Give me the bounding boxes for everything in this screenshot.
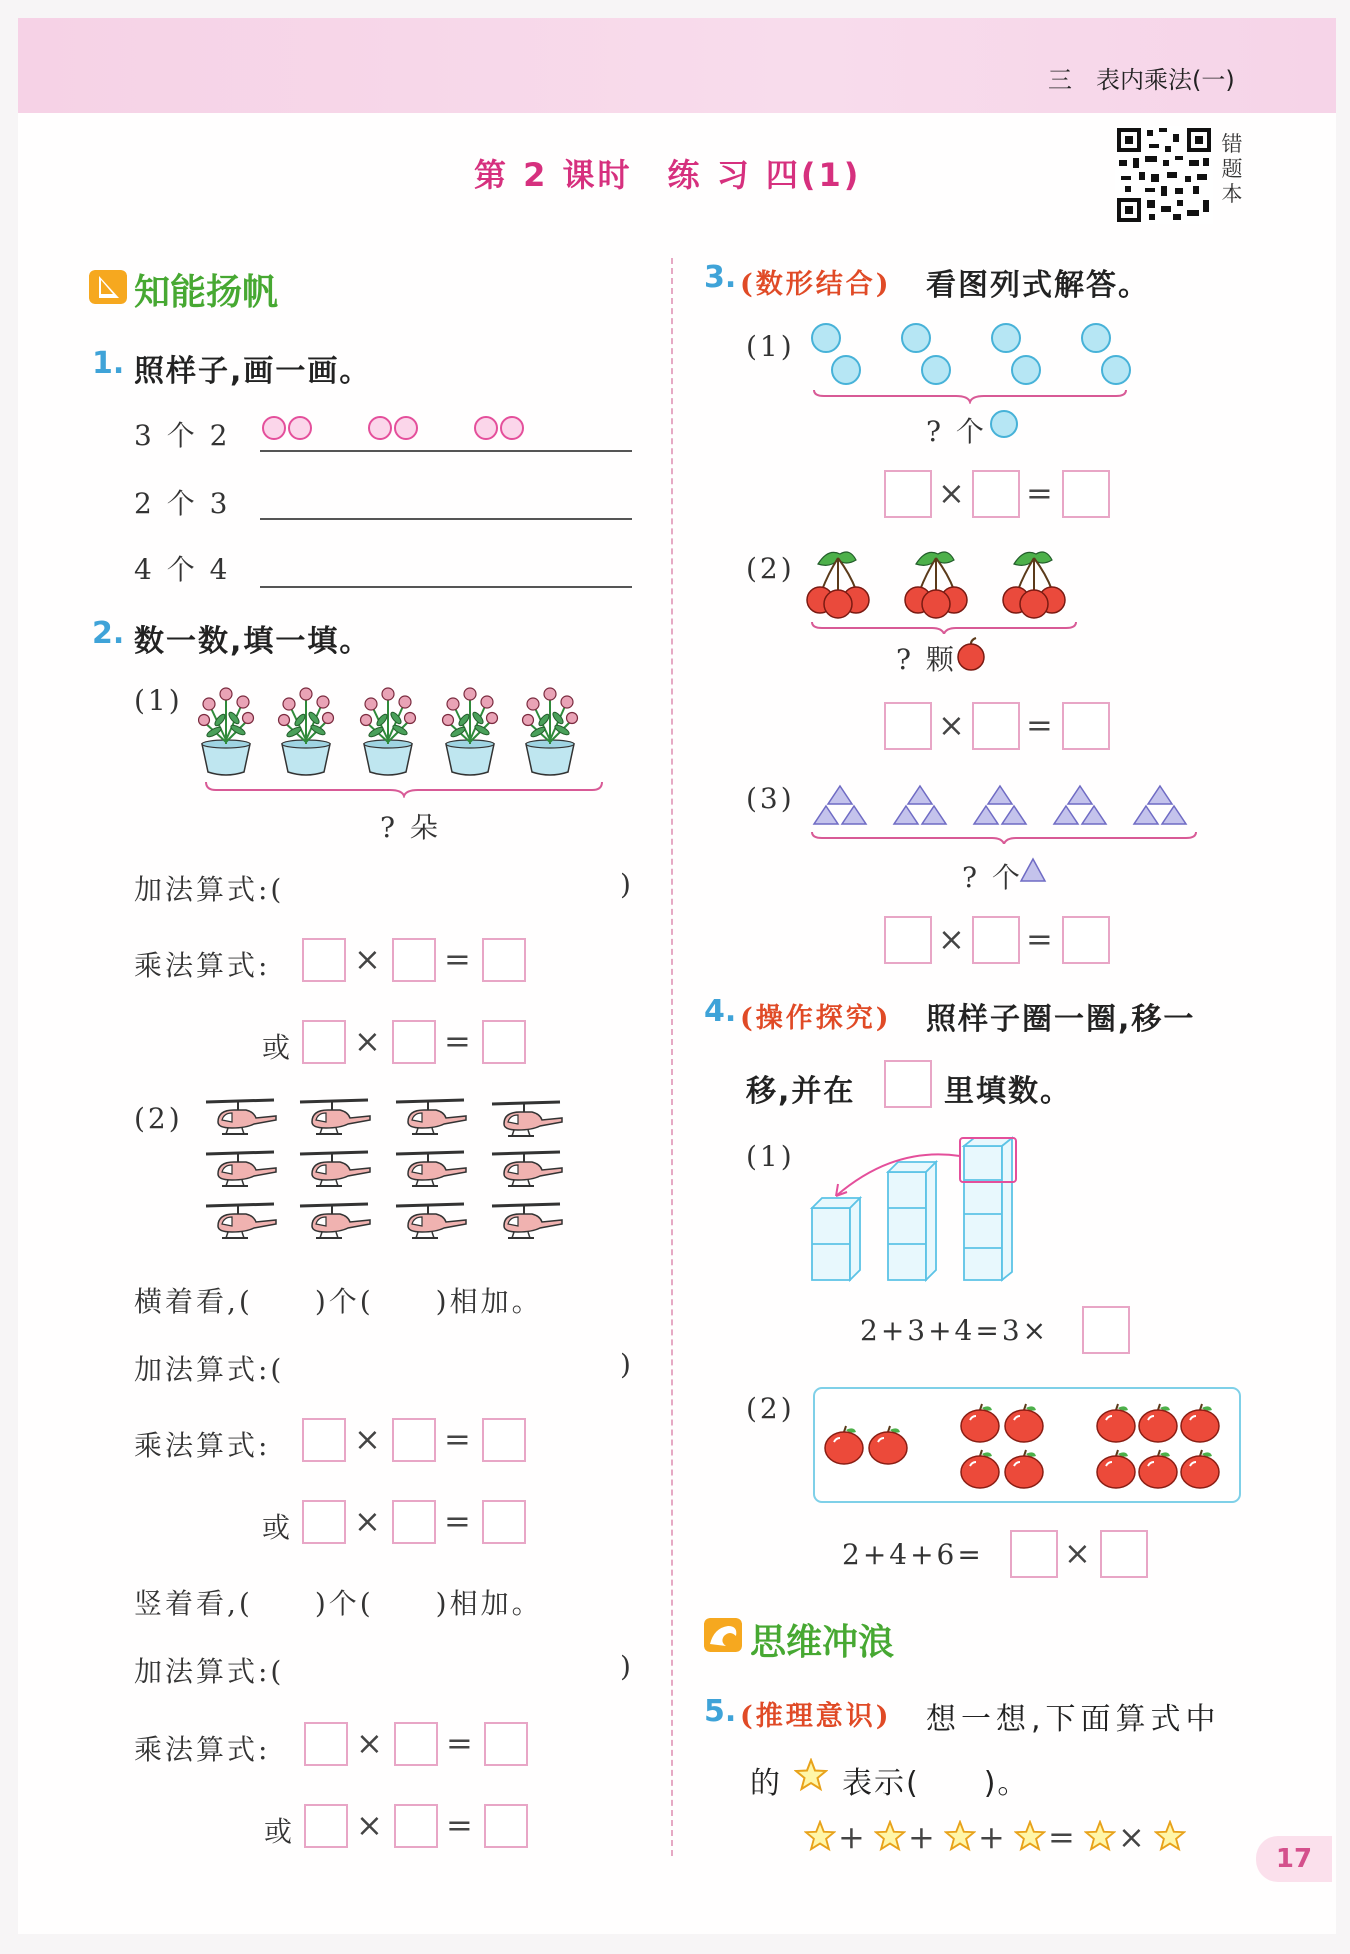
q2-text: 数一数,填一填。 — [134, 624, 372, 659]
answer-box[interactable] — [884, 916, 932, 964]
answer-box[interactable] — [394, 1804, 438, 1848]
answer-box[interactable] — [484, 1722, 528, 1766]
side-char-3: 本 — [1221, 182, 1243, 206]
q4-part2-label: (2) — [746, 1392, 795, 1425]
times-sign: × — [354, 1420, 381, 1458]
q3-number: 3. — [704, 260, 737, 295]
answer-box[interactable] — [1062, 916, 1110, 964]
star-icon — [804, 1820, 836, 1852]
lesson-title: 第 2 课时 练 习 四(1) — [474, 156, 862, 194]
q2-number: 2. — [92, 616, 125, 651]
q1-number: 1. — [92, 346, 125, 381]
equals-sign: = — [1048, 1818, 1075, 1856]
page-number: 17 — [1256, 1836, 1332, 1882]
times-sign: × — [354, 940, 381, 978]
answer-box[interactable] — [884, 702, 932, 750]
star-icon — [944, 1820, 976, 1852]
equals-sign: = — [444, 1022, 471, 1060]
helicopters-illustration — [204, 1098, 584, 1248]
answer-box[interactable] — [302, 1500, 346, 1544]
equals-sign: = — [444, 1420, 471, 1458]
side-char-2: 题 — [1221, 157, 1243, 181]
q3-part3-caption: ? 个 — [962, 861, 1023, 894]
or-label: 或 — [262, 1511, 294, 1544]
triangles-illustration — [806, 776, 1204, 844]
answer-box[interactable] — [392, 938, 436, 982]
q3-part1-label: (1) — [746, 330, 795, 363]
q2-vertical-text: 竖着看,( )个( )相加。 — [134, 1587, 543, 1620]
answer-box[interactable] — [1100, 1530, 1148, 1578]
q2-p2-mul-label-1: 乘法算式: — [134, 1429, 271, 1462]
times-sign: × — [354, 1502, 381, 1540]
or-label: 或 — [264, 1815, 296, 1848]
cube-towers-illustration — [804, 1136, 1026, 1286]
blue-circle-icon — [988, 408, 1020, 440]
q3-part1-caption: ? 个 — [926, 415, 987, 448]
star-icon — [1014, 1820, 1046, 1852]
q2-p2-add-label-1: 加法算式:( — [134, 1353, 285, 1386]
q4-text-line2a: 移,并在 — [746, 1074, 856, 1109]
q4-part1-equation: 2+3+4=3× — [860, 1314, 1050, 1347]
q4-tag: (操作探究) — [740, 1003, 892, 1034]
equals-sign: = — [1026, 920, 1053, 958]
answer-box[interactable] — [1082, 1306, 1130, 1354]
q4-part1-label: (1) — [746, 1140, 795, 1173]
q2-part1-label: (1) — [134, 684, 183, 717]
answer-box[interactable] — [1010, 1530, 1058, 1578]
q3-tag: (数形结合) — [740, 269, 892, 300]
q2-p2-mul-label-2: 乘法算式: — [134, 1733, 271, 1766]
answer-box[interactable] — [884, 1060, 932, 1108]
times-sign: × — [938, 920, 965, 958]
unit-title: 三 表内乘法(一) — [1048, 66, 1235, 94]
q2-part1-caption: ? 朵 — [380, 811, 441, 844]
answer-box[interactable] — [482, 1500, 526, 1544]
q4-part2-equation: 2+4+6= — [842, 1538, 984, 1571]
q1-row3-label: 4 个 4 — [134, 553, 231, 586]
star-icon — [1084, 1820, 1116, 1852]
answer-box[interactable] — [884, 470, 932, 518]
q5-star-equation — [804, 1818, 1204, 1858]
answer-box[interactable] — [392, 1500, 436, 1544]
answer-box[interactable] — [302, 938, 346, 982]
q1-row3-line[interactable] — [260, 586, 632, 588]
column-divider — [671, 258, 673, 1856]
answer-box[interactable] — [482, 938, 526, 982]
apples-grouping-illustration — [812, 1386, 1242, 1504]
answer-box[interactable] — [302, 1020, 346, 1064]
equals-sign: = — [1026, 706, 1053, 744]
equals-sign: = — [446, 1806, 473, 1844]
q5-text-line2a: 的 — [750, 1766, 782, 1801]
q5-number: 5. — [704, 1694, 737, 1729]
wrong-book-label — [1220, 132, 1244, 207]
star-icon — [1154, 1820, 1186, 1852]
answer-box[interactable] — [1062, 702, 1110, 750]
times-sign: × — [356, 1724, 383, 1762]
plus-sign: + — [978, 1818, 1005, 1856]
flower-pots-illustration — [198, 678, 608, 798]
cherries-illustration — [806, 544, 1086, 634]
cherry-icon — [954, 636, 988, 672]
answer-box[interactable] — [972, 470, 1020, 518]
equals-sign: = — [446, 1724, 473, 1762]
q2-p1-add-label: 加法算式:( — [134, 873, 285, 906]
q1-row2-label: 2 个 3 — [134, 487, 231, 520]
answer-box[interactable] — [484, 1804, 528, 1848]
answer-box[interactable] — [482, 1020, 526, 1064]
q4-text-line2b: 里填数。 — [944, 1074, 1072, 1109]
answer-box[interactable] — [304, 1722, 348, 1766]
q2-horizontal-text: 横着看,( )个( )相加。 — [134, 1285, 543, 1318]
triangle-icon — [1018, 856, 1048, 884]
q5-text-line1: 想一想,下面算式中 — [926, 1702, 1221, 1737]
q1-row1-label: 3 个 2 — [134, 419, 231, 452]
star-icon — [874, 1820, 906, 1852]
times-sign: × — [356, 1806, 383, 1844]
equals-sign: = — [444, 1502, 471, 1540]
answer-box[interactable] — [304, 1804, 348, 1848]
q2-p1-add-close: ) — [620, 868, 634, 901]
times-sign: × — [1064, 1534, 1091, 1572]
answer-box[interactable] — [392, 1020, 436, 1064]
plus-sign: + — [838, 1818, 865, 1856]
q2-p2-add-label-2: 加法算式:( — [134, 1655, 285, 1688]
q1-row1-line[interactable] — [260, 450, 632, 452]
answer-box[interactable] — [972, 702, 1020, 750]
q4-text-line1: 照样子圈一圈,移一 — [926, 1002, 1196, 1037]
q3-part2-label: (2) — [746, 552, 795, 585]
q2-p2-add-close-1: ) — [620, 1348, 634, 1381]
q1-row2-line[interactable] — [260, 518, 632, 520]
star-icon — [794, 1758, 828, 1792]
equals-sign: = — [1026, 474, 1053, 512]
q3-part3-label: (3) — [746, 782, 795, 815]
plus-sign: + — [908, 1818, 935, 1856]
q3-part2-caption: ? 颗 — [896, 643, 957, 676]
qr-code-icon[interactable] — [1115, 126, 1213, 224]
q2-p2-add-close-2: ) — [620, 1650, 634, 1683]
q5-tag: (推理意识) — [740, 1701, 892, 1732]
answer-box[interactable] — [302, 1418, 346, 1462]
blue-circles-illustration — [806, 320, 1136, 404]
q2-p1-mul-label: 乘法算式: — [134, 949, 271, 982]
sail-icon — [89, 270, 127, 304]
times-sign: × — [938, 706, 965, 744]
times-sign: × — [354, 1022, 381, 1060]
answer-box[interactable] — [972, 916, 1020, 964]
section-title-thinking: 思维冲浪 — [750, 1622, 895, 1663]
or-label: 或 — [262, 1031, 294, 1064]
wave-icon — [704, 1618, 742, 1652]
answer-box[interactable] — [394, 1722, 438, 1766]
q4-number: 4. — [704, 994, 737, 1029]
answer-box[interactable] — [392, 1418, 436, 1462]
times-sign: × — [938, 474, 965, 512]
q1-text: 照样子,画一画。 — [134, 354, 372, 389]
answer-box[interactable] — [482, 1418, 526, 1462]
side-char-1: 错 — [1221, 132, 1243, 156]
equals-sign: = — [444, 940, 471, 978]
q2-part2-label: (2) — [134, 1102, 183, 1135]
q3-text: 看图列式解答。 — [926, 268, 1150, 303]
q5-text-line2b: 表示( )。 — [842, 1766, 1030, 1801]
q1-example-circles — [258, 412, 538, 444]
times-sign: × — [1118, 1818, 1145, 1856]
section-title-knowledge: 知能扬帆 — [134, 272, 279, 313]
answer-box[interactable] — [1062, 470, 1110, 518]
